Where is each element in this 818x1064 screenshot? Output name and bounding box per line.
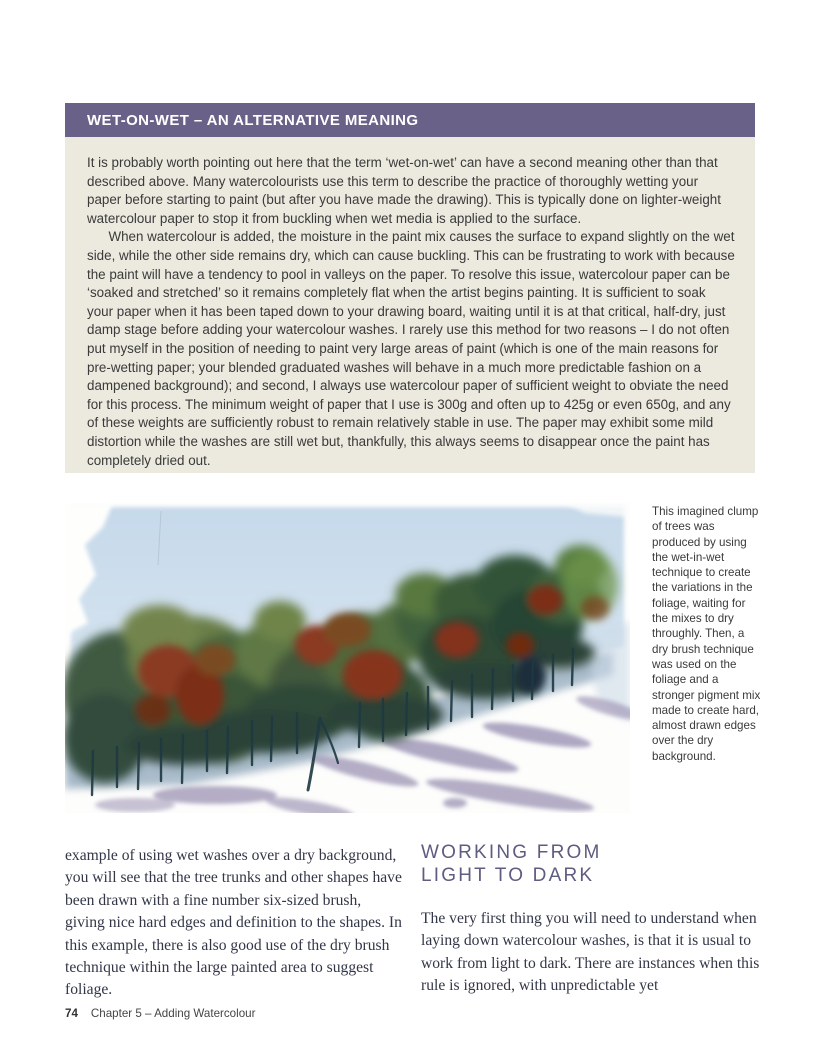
section-heading-line: LIGHT TO DARK	[421, 865, 595, 886]
left-column-text: example of using wet washes over a dry background, you will see that the tree trunks and other shapes have been drawn with a fine number six-sized brush, giving nice hard edges and definition to the shapes. In this example, there is also good use of the dry brush technique within the large painted area to suggest foliage.	[65, 847, 402, 999]
right-column	[421, 841, 761, 998]
figure-caption: This imagined clump of trees was produced by using the wet-in-wet technique to create the variations in the foliage, waiting for the mixes to dry throughly. Then, a dry brush technique was used on the foliage and a stronger pigment mix made to create hard, almost drawn edges over the dry background.	[652, 505, 761, 763]
page-number: 74	[65, 1007, 78, 1020]
info-box-title: WET-ON-WET – AN ALTERNATIVE MEANING	[87, 111, 419, 129]
info-box-header	[65, 103, 755, 137]
section-heading	[421, 841, 761, 887]
info-box-paragraph: When watercolour is added, the moisture in the paint mix causes the surface to expand slightly on the wet side, while the other side remains dry, which can cause buckling. This can be frustrating to work with because the paint will have a tendency to pool in valleys on the paper. To resolve this issue, watercolour paper can be ‘soaked and stretched’ so it remains completely flat when the artist begins painting. It is sufficient to soak your paper when it has been taped down to your drawing board, waiting until it is at that critical, half-dry, just damp stage before adding your watercolour washes. I rarely use this method for two reasons – I do not often put myself in the position of needing to paint very large areas of paint (which is one of the main reasons for pre-wetting paper; your blended graduated washes will behave in a much more predictable fashion on a dampened background); and second, I always use watercolour paper of sufficient weight to obviate the need for this process. The minimum weight of paper that I use is 300g and often up to 425g or even 650g, and any of these weights are sufficiently robust to remain relatively stable in use. The paper may exhibit some mild distortion while the washes are still wet but, thankfully, this always seems to disappear once the paint has completely dried out.	[87, 229, 735, 468]
page-footer	[65, 1007, 255, 1020]
info-box-paragraph: It is probably worth pointing out here that the term ‘wet-on-wet’ can have a second meaning other than that described above. Many watercolourists use this term to describe the practice of thoroughly wetting your paper before starting to paint (but after you have made the drawing). This is typically done on lighter-weight watercolour paper to stop it from buckling when wet media is applied to the surface.	[87, 155, 721, 226]
chapter-title: Chapter 5 – Adding Watercolour	[90, 1007, 256, 1020]
section-heading-line: WORKING FROM	[421, 842, 602, 863]
watercolor-painting	[65, 503, 630, 813]
right-column-text: The very first thing you will need to understand when laying down watercolour washes, is that it is usual to work from light to dark. There are instances when this rule is ignored, with unpredictable yet	[421, 910, 760, 995]
info-box-body	[65, 137, 755, 473]
